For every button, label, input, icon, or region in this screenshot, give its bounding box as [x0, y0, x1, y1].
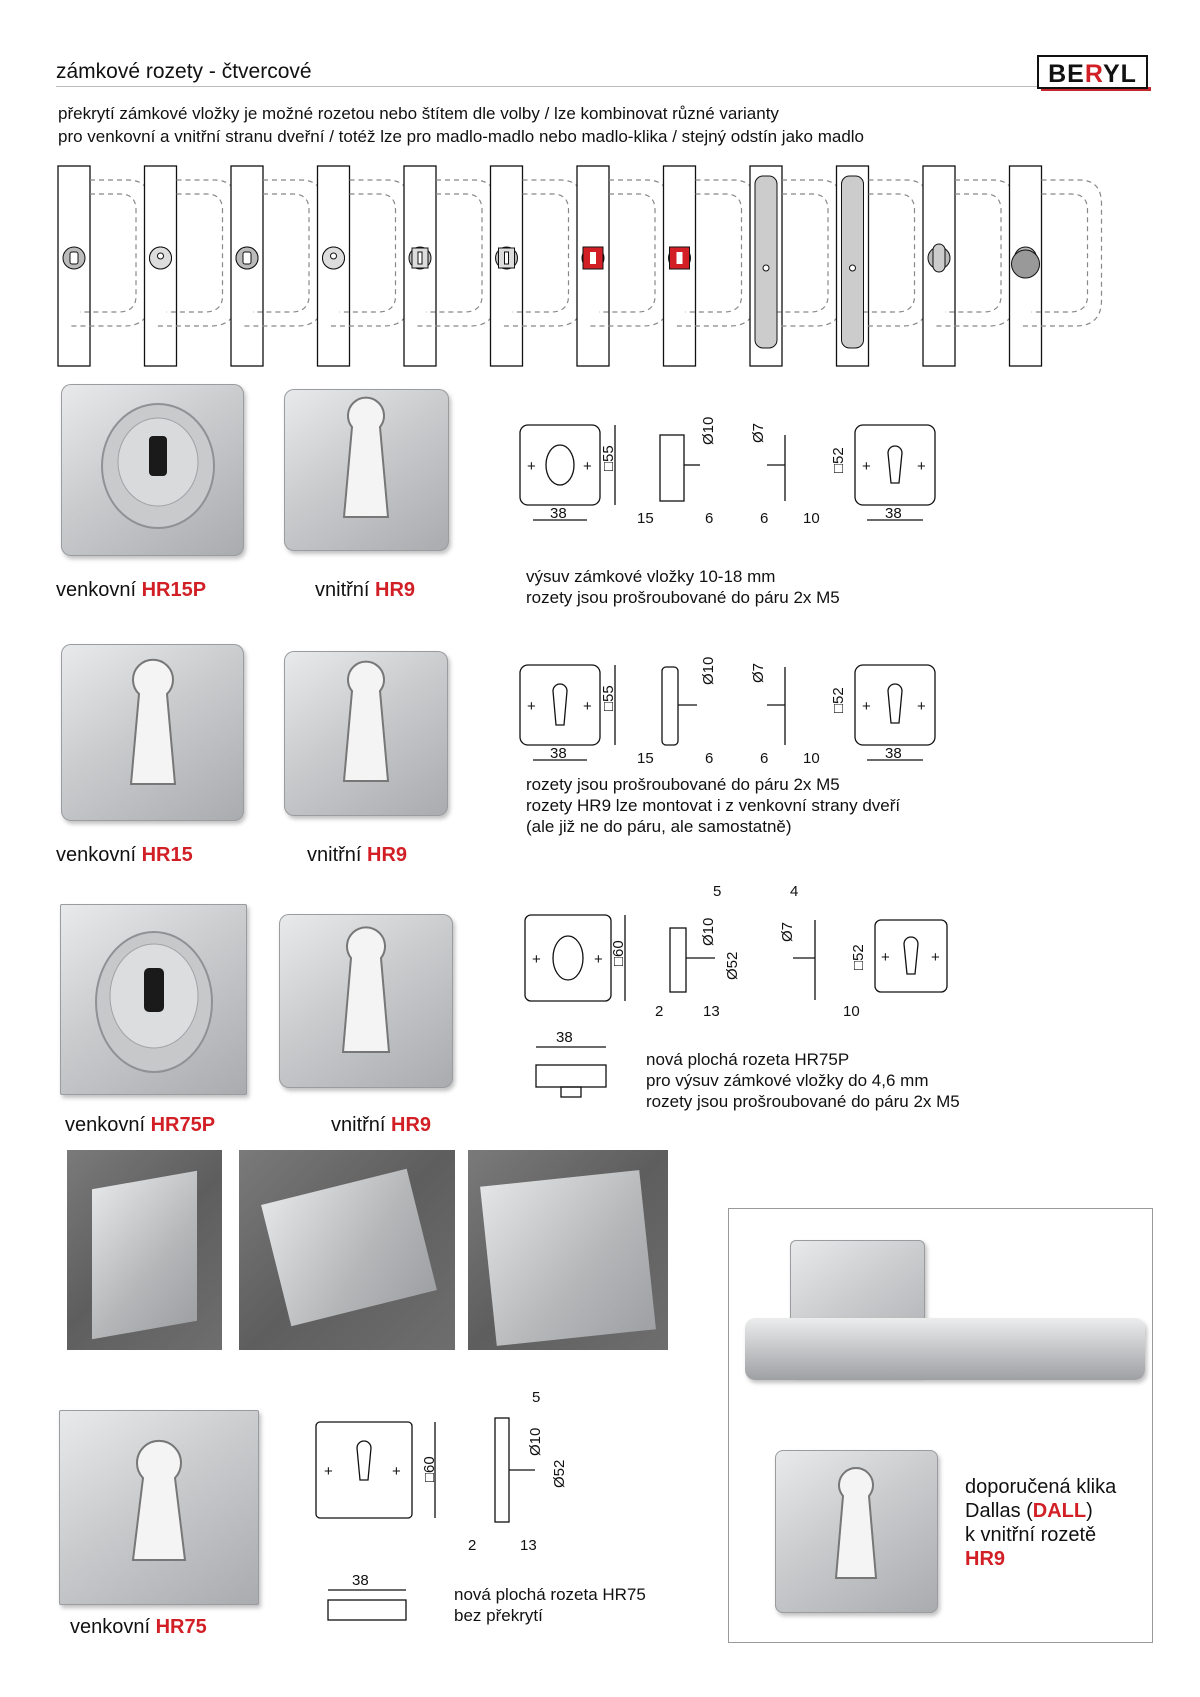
reco-line2: Dallas (DALL): [965, 1500, 1093, 1522]
product-hr15p-photo: [61, 384, 244, 556]
svg-text:15: 15: [637, 750, 654, 767]
label-row3-inner: vnitřní HR9: [331, 1114, 432, 1136]
svg-text:13: 13: [703, 1003, 720, 1020]
svg-text:+: +: [527, 458, 536, 475]
svg-text:+: +: [917, 458, 926, 475]
label-row3-outer: venkovní HR75P: [65, 1114, 216, 1136]
product-hr9-photo-2: [284, 651, 448, 816]
svg-text:15: 15: [637, 510, 654, 527]
svg-text:+: +: [881, 949, 890, 966]
svg-text:□55: □55: [600, 445, 617, 471]
svg-text:6: 6: [705, 510, 714, 527]
intro-line-1: překrytí zámkové vložky je možné rozetou nebo štítem dle volby / lze kombinovat různé varianty: [58, 104, 779, 123]
svg-text:+: +: [931, 949, 940, 966]
svg-text:Ø10: Ø10: [700, 917, 717, 946]
svg-text:38: 38: [885, 505, 902, 522]
svg-text:+: +: [917, 698, 926, 715]
svg-text:6: 6: [760, 750, 769, 767]
note-row1-line1: výsuv zámkové vložky 10-18 mm: [526, 567, 776, 586]
label-row2-outer: venkovní HR15: [56, 844, 193, 866]
note-row2-line1: rozety jsou prošroubované do páru 2x M5: [526, 775, 840, 794]
pictogram-door-handle: [491, 166, 583, 366]
note-row3-line1: nová plochá rozeta HR75P: [646, 1050, 850, 1069]
label-row1-inner: vnitřní HR9: [315, 579, 416, 601]
svg-text:Ø7: Ø7: [779, 921, 796, 942]
note-row3-line3: rozety jsou prošroubované do páru 2x M5: [646, 1092, 960, 1111]
product-hr9-photo-3: [279, 914, 453, 1088]
svg-text:38: 38: [556, 1029, 573, 1046]
note-row3-line2: pro výsuv zámkové vložky do 4,6 mm: [646, 1071, 929, 1090]
note-row2-line2: rozety HR9 lze montovat i z venkovní strany dveří: [526, 796, 901, 815]
pictogram-door-handle: [318, 166, 410, 366]
label-row1-outer: venkovní HR15P: [56, 579, 207, 601]
svg-text:+: +: [392, 1463, 401, 1480]
note-row3: [646, 1049, 960, 1112]
svg-text:Ø10: Ø10: [700, 416, 717, 445]
svg-text:+: +: [532, 951, 541, 968]
svg-text:+: +: [583, 698, 592, 715]
svg-text:Ø7: Ø7: [750, 662, 767, 683]
page-title: zámkové rozety - čtvercové: [56, 60, 312, 83]
note-row1: [526, 566, 840, 608]
svg-text:+: +: [527, 698, 536, 715]
reco-line3: k vnitřní rozetě: [965, 1524, 1097, 1546]
installation-photo-1: [67, 1150, 222, 1350]
drawing-row4: [310, 1378, 600, 1563]
svg-text:+: +: [583, 458, 592, 475]
installation-photo-2: [239, 1150, 455, 1350]
note-row4: [454, 1584, 646, 1626]
intro-text: [58, 102, 864, 148]
svg-text:Ø7: Ø7: [750, 422, 767, 443]
pictogram-door-handle: [837, 166, 929, 366]
svg-text:Ø52: Ø52: [551, 1459, 568, 1488]
svg-text:□52: □52: [830, 447, 847, 473]
product-hr75-photo: [59, 1410, 259, 1605]
label-row2-inner: vnitřní HR9: [307, 844, 408, 866]
product-hr75p-photo: [60, 904, 247, 1095]
svg-text:4: 4: [790, 883, 799, 900]
note-row2-line3: (ale již ne do páru, ale samostatně): [526, 817, 792, 836]
drawing-row3-profile: [526, 1027, 616, 1107]
pictogram-door-handle: [923, 166, 1015, 366]
pictogram-door-handle: [750, 166, 842, 366]
product-hr9-photo: [284, 389, 449, 551]
note-row2: [526, 774, 900, 837]
header-divider: [56, 86, 1142, 87]
dallas-lever-photo: [745, 1318, 1145, 1380]
brand-logo: BERYL: [1037, 55, 1148, 89]
drawing-row4-profile: [322, 1570, 412, 1630]
pictogram-door-handle: [58, 166, 150, 366]
svg-text:□52: □52: [830, 687, 847, 713]
svg-text:Ø10: Ø10: [700, 656, 717, 685]
svg-text:5: 5: [532, 1389, 541, 1406]
svg-text:6: 6: [705, 750, 714, 767]
svg-text:Ø52: Ø52: [724, 951, 741, 980]
note-row4-line1: nová plochá rozeta HR75: [454, 1585, 646, 1604]
pictogram-door-handle: [664, 166, 756, 366]
svg-text:+: +: [324, 1463, 333, 1480]
svg-text:□52: □52: [850, 944, 867, 970]
svg-text:+: +: [862, 458, 871, 475]
svg-text:□60: □60: [610, 940, 627, 966]
configuration-pictograms: [50, 160, 1150, 375]
reco-line4: HR9: [965, 1548, 1006, 1570]
pictogram-door-handle: [145, 166, 237, 366]
svg-text:10: 10: [843, 1003, 860, 1020]
pictogram-door-handle: [231, 166, 323, 366]
hr9-rose-photo: [775, 1450, 938, 1613]
svg-text:+: +: [594, 951, 603, 968]
svg-text:2: 2: [655, 1003, 664, 1020]
reco-line1: doporučená klika: [965, 1476, 1117, 1498]
svg-text:10: 10: [803, 510, 820, 527]
pictogram-door-handle: [404, 166, 496, 366]
svg-text:+: +: [862, 698, 871, 715]
svg-text:6: 6: [760, 510, 769, 527]
svg-text:38: 38: [885, 745, 902, 762]
svg-text:38: 38: [550, 745, 567, 762]
svg-text:38: 38: [550, 505, 567, 522]
pictogram-door-handle: [1010, 166, 1102, 366]
label-row4-outer: venkovní HR75: [70, 1616, 207, 1638]
drawing-row2: [515, 645, 975, 775]
svg-text:2: 2: [468, 1537, 477, 1554]
recommended-handle-text: [965, 1475, 1116, 1571]
svg-text:5: 5: [713, 883, 722, 900]
drawing-row3: [515, 870, 975, 1020]
pictogram-door-handle: [577, 166, 669, 366]
svg-text:□60: □60: [421, 1456, 438, 1482]
note-row1-line2: rozety jsou prošroubované do páru 2x M5: [526, 588, 840, 607]
drawing-row1: [515, 405, 975, 535]
svg-text:□55: □55: [600, 685, 617, 711]
installation-photo-3: [468, 1150, 668, 1350]
svg-text:Ø10: Ø10: [527, 1427, 544, 1456]
svg-text:38: 38: [352, 1572, 369, 1589]
intro-line-2: pro venkovní a vnitřní stranu dveřní / totéž lze pro madlo-madlo nebo madlo-klika / stejný odstín jako madlo: [58, 127, 865, 146]
note-row4-line2: bez překrytí: [454, 1606, 543, 1625]
svg-text:13: 13: [520, 1537, 537, 1554]
product-hr15-photo: [61, 644, 244, 821]
svg-text:10: 10: [803, 750, 820, 767]
